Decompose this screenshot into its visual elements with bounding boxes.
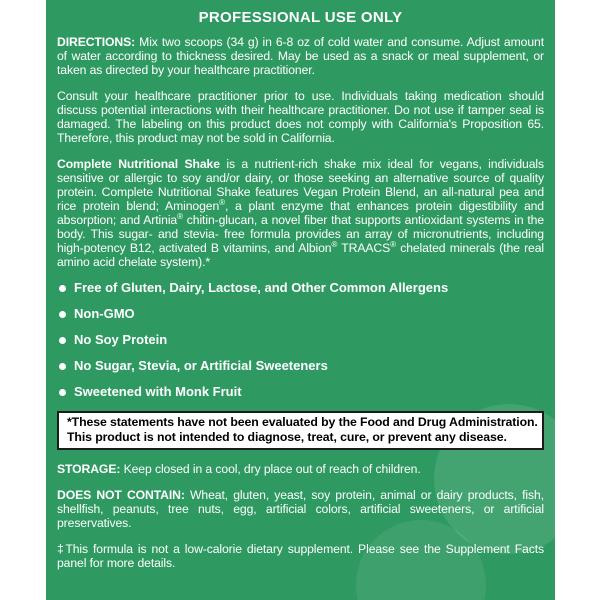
feature-item: Non-GMO [58, 307, 544, 321]
does-not-contain-label: DOES NOT CONTAIN: [57, 488, 185, 502]
consult-paragraph: Consult your healthcare practitioner prior to use. Individuals taking medication should discuss potential interactions with their healthcare practitioner. Do not use if tamper seal is damaged. The labeling on this product does not comply with California's Proposition 65. Therefore, this product may not be sold in California. [57, 89, 544, 145]
fda-notice-line: This product is not intended to diagnose, treat, cure, or prevent any disease. [67, 430, 507, 444]
feature-item: Free of Gluten, Dairy, Lactose, and Other Common Allergens [58, 281, 544, 295]
storage-label: STORAGE: [57, 462, 121, 476]
feature-item: Sweetened with Monk Fruit [58, 385, 544, 399]
directions-label: DIRECTIONS: [57, 35, 136, 49]
feature-list [57, 281, 544, 399]
does-not-contain-text: Wheat, gluten, yeast, soy protein, animal or dairy products, fish, shellfish, peanuts, tree nuts, egg, artificial colors, artificial sweeteners, or artificial preservatives. [57, 488, 544, 530]
storage-paragraph [57, 462, 544, 476]
fda-notice-line: *These statements have not been evaluated by the Food and Drug Administration. [67, 415, 538, 429]
directions-paragraph [57, 35, 544, 77]
label-content [46, 0, 555, 582]
feature-item: No Sugar, Stevia, or Artificial Sweeteners [58, 359, 544, 373]
description-paragraph: Complete Nutritional Shake is a nutrient-rich shake mix ideal for vegans, individuals sensitive or allergic to soy and/or dairy, or those seeking an alternative source of quality protein. Complete Nutritional Shake features Vegan Protein Blend, an all-natural pea and rice protein blend; Aminogen®, a plant enzyme that enhances protein digestibility and absorption; and Artinia® chitin-glucan, a novel fiber that supports antioxidant systems in the body. This sugar- and stevia- free formula provides an array of micronutrients, including high-potency B12, activated B vitamins, and Albion® TRAACS® chelated minerals (the real amino acid chelate system).* [57, 157, 545, 269]
does-not-contain-paragraph [57, 488, 544, 530]
page-title: PROFESSIONAL USE ONLY [198, 9, 403, 26]
fda-notice-box [57, 411, 544, 450]
storage-text: Keep closed in a cool, dry place out of reach of children. [120, 462, 421, 476]
footnote: ‡This formula is not a low-calorie dietary supplement. Please see the Supplement Facts panel for more details. [57, 542, 544, 570]
product-name: Complete Nutritional Shake [57, 157, 220, 171]
feature-item: No Soy Protein [58, 333, 544, 347]
label-panel [46, 0, 555, 600]
directions-text: Mix two scoops (34 g) in 6-8 oz of cold water and consume. Adjust amount of water according to thickness desired. May be used as a snack or meal supplement, or taken as directed by your healthcare practitioner. [57, 35, 544, 77]
